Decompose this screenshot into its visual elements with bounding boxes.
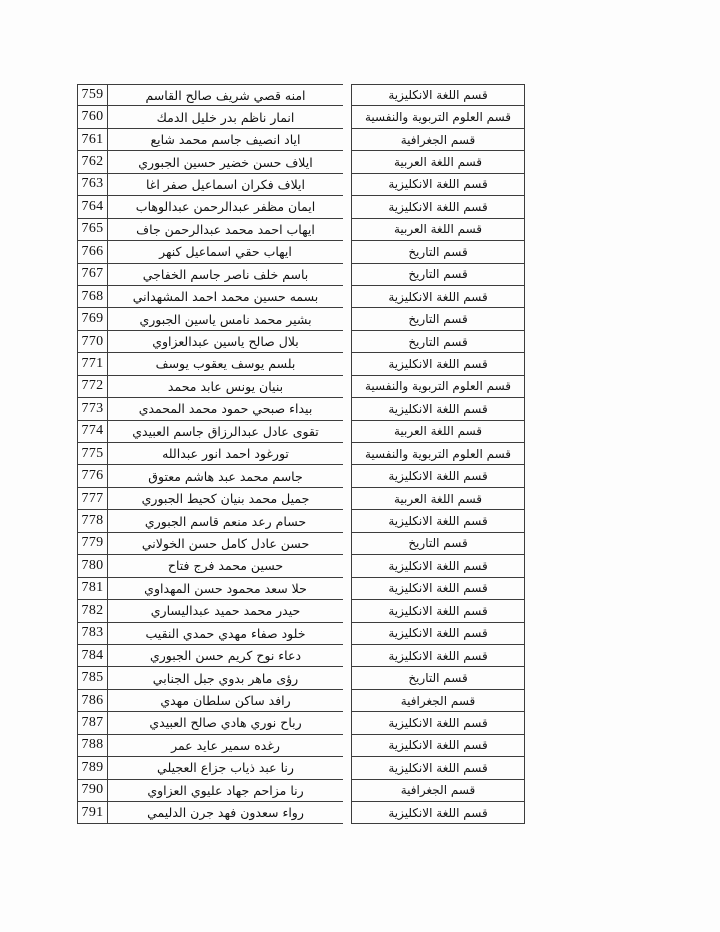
- student-name-cell: دعاء نوح كريم حسن الجبوري: [108, 645, 343, 667]
- row-number-cell: 779: [77, 533, 108, 555]
- row-number-cell: 766: [77, 241, 108, 263]
- student-name-cell: تقوى عادل عبدالرزاق جاسم العبيدي: [108, 421, 343, 443]
- department-cell: قسم اللغة الانكليزية: [351, 735, 525, 757]
- table-row: [77, 308, 525, 330]
- table-row: [77, 600, 525, 622]
- column-gap: [343, 735, 351, 757]
- department-cell: قسم التاريخ: [351, 241, 525, 263]
- column-gap: [343, 465, 351, 487]
- row-number-cell: 768: [77, 286, 108, 308]
- table-row: [77, 690, 525, 712]
- table-row: [77, 533, 525, 555]
- table-row: [77, 488, 525, 510]
- department-cell: قسم اللغة الانكليزية: [351, 555, 525, 577]
- row-number-cell: 782: [77, 600, 108, 622]
- student-name-cell: حسين محمد فرج فتاح: [108, 555, 343, 577]
- table-row: [77, 353, 525, 375]
- row-number-cell: 772: [77, 376, 108, 398]
- row-number-cell: 761: [77, 129, 108, 151]
- table-row: [77, 129, 525, 151]
- table-row: [77, 443, 525, 465]
- column-gap: [343, 286, 351, 308]
- row-number-cell: 764: [77, 196, 108, 218]
- table-row: [77, 196, 525, 218]
- department-cell: قسم اللغة الانكليزية: [351, 196, 525, 218]
- department-cell: قسم اللغة الانكليزية: [351, 398, 525, 420]
- student-name-cell: بنيان يونس عابد محمد: [108, 376, 343, 398]
- student-name-cell: انمار ناظم بدر خليل الدمك: [108, 106, 343, 128]
- department-cell: قسم اللغة الانكليزية: [351, 286, 525, 308]
- department-cell: قسم العلوم التربوية والنفسية: [351, 376, 525, 398]
- department-cell: قسم اللغة الانكليزية: [351, 757, 525, 779]
- department-cell: قسم التاريخ: [351, 667, 525, 689]
- row-number-cell: 762: [77, 151, 108, 173]
- student-name-cell: ايمان مظفر عبدالرحمن عبدالوهاب: [108, 196, 343, 218]
- student-name-cell: اياد انصيف جاسم محمد شايع: [108, 129, 343, 151]
- column-gap: [343, 84, 351, 106]
- department-cell: قسم التاريخ: [351, 264, 525, 286]
- table-row: [77, 84, 525, 106]
- department-cell: قسم اللغة الانكليزية: [351, 712, 525, 734]
- department-cell: قسم الجغرافية: [351, 780, 525, 802]
- student-name-cell: رنا عبد ذياب جزاع العجيلي: [108, 757, 343, 779]
- column-gap: [343, 780, 351, 802]
- column-gap: [343, 623, 351, 645]
- row-number-cell: 767: [77, 264, 108, 286]
- column-gap: [343, 264, 351, 286]
- table-row: [77, 398, 525, 420]
- department-cell: قسم اللغة الانكليزية: [351, 353, 525, 375]
- table-row: [77, 331, 525, 353]
- column-gap: [343, 802, 351, 824]
- student-name-cell: خلود صفاء مهدي حمدي النقيب: [108, 623, 343, 645]
- student-name-cell: رافد ساكن سلطان مهدي: [108, 690, 343, 712]
- student-name-cell: بسمه حسين محمد احمد المشهداني: [108, 286, 343, 308]
- column-gap: [343, 555, 351, 577]
- student-name-cell: ايلاف فكران اسماعيل صفر اغا: [108, 174, 343, 196]
- column-gap: [343, 174, 351, 196]
- row-number-cell: 781: [77, 578, 108, 600]
- department-cell: قسم اللغة العربية: [351, 219, 525, 241]
- student-name-cell: جميل محمد بنيان كحيط الجبوري: [108, 488, 343, 510]
- student-name-cell: بيداء صبحي حمود محمد المحمدي: [108, 398, 343, 420]
- table-row: [77, 712, 525, 734]
- table-row: [77, 286, 525, 308]
- student-name-cell: حسام رعد منعم قاسم الجبوري: [108, 510, 343, 532]
- department-cell: قسم اللغة الانكليزية: [351, 623, 525, 645]
- column-gap: [343, 241, 351, 263]
- student-name-cell: حلا سعد محمود حسن المهداوي: [108, 578, 343, 600]
- table-row: [77, 780, 525, 802]
- table-row: [77, 151, 525, 173]
- column-gap: [343, 690, 351, 712]
- table-row: [77, 106, 525, 128]
- table-row: [77, 555, 525, 577]
- column-gap: [343, 712, 351, 734]
- row-number-cell: 773: [77, 398, 108, 420]
- column-gap: [343, 106, 351, 128]
- department-cell: قسم اللغة العربية: [351, 151, 525, 173]
- department-cell: قسم العلوم التربوية والنفسية: [351, 106, 525, 128]
- column-gap: [343, 219, 351, 241]
- table-row: [77, 465, 525, 487]
- student-name-cell: ايهاب حقي اسماعيل كنهر: [108, 241, 343, 263]
- department-cell: قسم العلوم التربوية والنفسية: [351, 443, 525, 465]
- column-gap: [343, 331, 351, 353]
- department-cell: قسم اللغة العربية: [351, 488, 525, 510]
- department-cell: قسم اللغة الانكليزية: [351, 802, 525, 824]
- column-gap: [343, 443, 351, 465]
- student-name-cell: جاسم محمد عبد هاشم معتوق: [108, 465, 343, 487]
- department-cell: قسم التاريخ: [351, 331, 525, 353]
- column-gap: [343, 645, 351, 667]
- column-gap: [343, 757, 351, 779]
- department-cell: قسم اللغة الانكليزية: [351, 645, 525, 667]
- student-name-cell: ايهاب احمد محمد عبدالرحمن جاف: [108, 219, 343, 241]
- department-cell: قسم اللغة الانكليزية: [351, 510, 525, 532]
- student-name-cell: حسن عادل كامل حسن الخولاني: [108, 533, 343, 555]
- row-number-cell: 791: [77, 802, 108, 824]
- student-name-cell: حيدر محمد حميد عبداليساري: [108, 600, 343, 622]
- student-name-cell: امنه قصي شريف صالح القاسم: [108, 84, 343, 106]
- table-row: [77, 645, 525, 667]
- column-gap: [343, 196, 351, 218]
- column-gap: [343, 129, 351, 151]
- table-row: [77, 757, 525, 779]
- row-number-cell: 783: [77, 623, 108, 645]
- student-department-table: [77, 84, 525, 824]
- row-number-cell: 771: [77, 353, 108, 375]
- department-cell: قسم اللغة الانكليزية: [351, 465, 525, 487]
- row-number-cell: 760: [77, 106, 108, 128]
- row-number-cell: 777: [77, 488, 108, 510]
- table-row: [77, 264, 525, 286]
- table-row: [77, 174, 525, 196]
- table-row: [77, 667, 525, 689]
- row-number-cell: 784: [77, 645, 108, 667]
- department-cell: قسم اللغة الانكليزية: [351, 174, 525, 196]
- department-cell: قسم اللغة العربية: [351, 421, 525, 443]
- row-number-cell: 780: [77, 555, 108, 577]
- department-cell: قسم اللغة الانكليزية: [351, 578, 525, 600]
- table-row: [77, 802, 525, 824]
- student-name-cell: ايلاف حسن خضير حسين الجبوري: [108, 151, 343, 173]
- column-gap: [343, 398, 351, 420]
- student-name-cell: رغده سمير عايد عمر: [108, 735, 343, 757]
- student-name-cell: بشير محمد نامس ياسين الجبوري: [108, 308, 343, 330]
- row-number-cell: 787: [77, 712, 108, 734]
- row-number-cell: 770: [77, 331, 108, 353]
- column-gap: [343, 600, 351, 622]
- table-row: [77, 735, 525, 757]
- student-name-cell: رنا مزاحم جهاد عليوي العزاوي: [108, 780, 343, 802]
- table-row: [77, 510, 525, 532]
- department-cell: قسم التاريخ: [351, 308, 525, 330]
- student-name-cell: رؤى ماهر بدوي جبل الجنابي: [108, 667, 343, 689]
- column-gap: [343, 353, 351, 375]
- column-gap: [343, 151, 351, 173]
- row-number-cell: 765: [77, 219, 108, 241]
- row-number-cell: 776: [77, 465, 108, 487]
- table-row: [77, 241, 525, 263]
- department-cell: قسم الجغرافية: [351, 690, 525, 712]
- row-number-cell: 785: [77, 667, 108, 689]
- row-number-cell: 790: [77, 780, 108, 802]
- column-gap: [343, 510, 351, 532]
- row-number-cell: 775: [77, 443, 108, 465]
- student-name-cell: بلال صالح ياسين عبدالعزاوي: [108, 331, 343, 353]
- row-number-cell: 769: [77, 308, 108, 330]
- row-number-cell: 759: [77, 84, 108, 106]
- table-row: [77, 578, 525, 600]
- student-name-cell: باسم خلف ناصر جاسم الخفاجي: [108, 264, 343, 286]
- student-name-cell: رواء سعدون فهد جرن الدليمي: [108, 802, 343, 824]
- column-gap: [343, 376, 351, 398]
- department-cell: قسم التاريخ: [351, 533, 525, 555]
- row-number-cell: 786: [77, 690, 108, 712]
- student-name-cell: رباح نوري هادي صالح العبيدي: [108, 712, 343, 734]
- column-gap: [343, 308, 351, 330]
- department-cell: قسم اللغة الانكليزية: [351, 600, 525, 622]
- row-number-cell: 774: [77, 421, 108, 443]
- student-name-cell: بلسم يوسف يعقوب يوسف: [108, 353, 343, 375]
- row-number-cell: 789: [77, 757, 108, 779]
- table-row: [77, 623, 525, 645]
- department-cell: قسم اللغة الانكليزية: [351, 84, 525, 106]
- column-gap: [343, 421, 351, 443]
- column-gap: [343, 578, 351, 600]
- column-gap: [343, 488, 351, 510]
- table-row: [77, 376, 525, 398]
- column-gap: [343, 667, 351, 689]
- row-number-cell: 778: [77, 510, 108, 532]
- table-row: [77, 421, 525, 443]
- row-number-cell: 788: [77, 735, 108, 757]
- student-name-cell: تورغود احمد انور عبدالله: [108, 443, 343, 465]
- row-number-cell: 763: [77, 174, 108, 196]
- department-cell: قسم الجغرافية: [351, 129, 525, 151]
- column-gap: [343, 533, 351, 555]
- table-row: [77, 219, 525, 241]
